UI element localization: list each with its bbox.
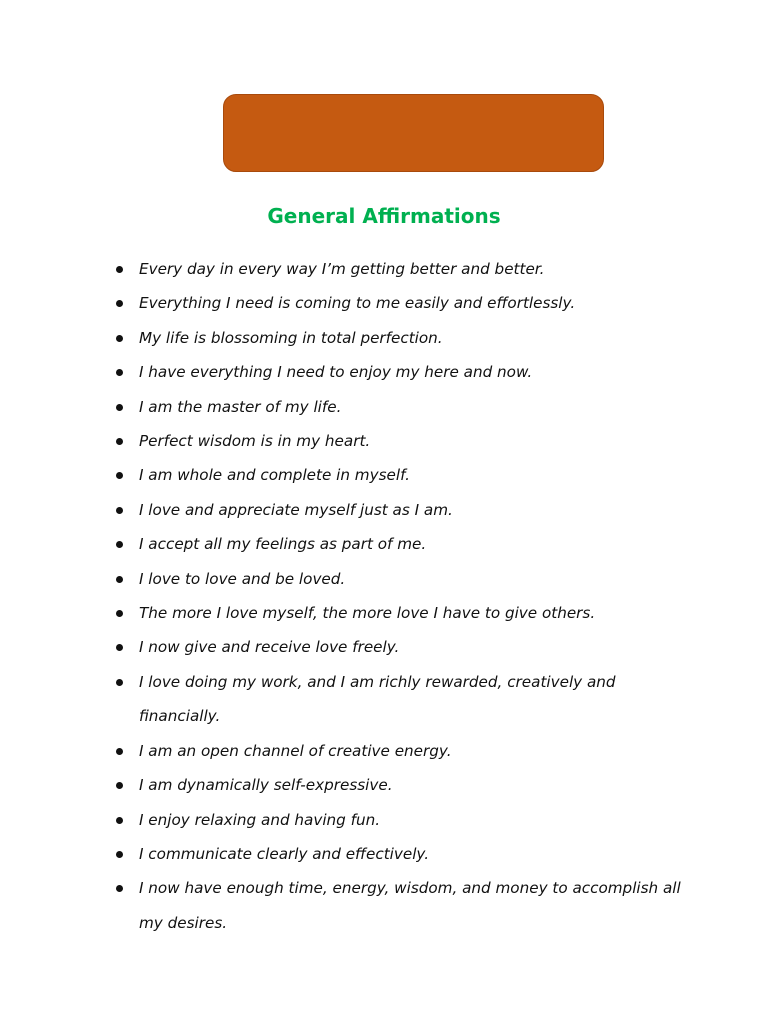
bullet-icon [116,404,123,411]
bullet-icon [116,851,123,858]
list-item [0,630,699,664]
affirmation-text: I am the master of my life. [139,397,342,416]
list-item [0,562,699,596]
affirmation-text: I now have enough time, energy, wisdom, and money to accomplish all my desires. [139,879,681,932]
affirmation-text: I am dynamically self-expressive. [139,776,393,795]
bullet-icon [116,472,123,479]
bullet-icon [116,576,123,583]
list-item [0,458,699,492]
list-item [0,837,699,871]
affirmation-text: My life is blossoming in total perfection. [139,328,443,347]
bullet-icon [116,679,123,686]
affirmations-list [0,252,768,940]
affirmation-text: Perfect wisdom is in my heart. [139,432,371,451]
bullet-icon [116,266,123,273]
list-item [0,321,699,355]
list-item [0,665,699,734]
list-item [0,252,699,286]
affirmation-text: The more I love myself, the more love I have to give others. [139,604,596,623]
list-item [0,768,699,802]
list-item [0,493,699,527]
header-banner [223,94,604,172]
affirmation-text: I enjoy relaxing and having fun. [139,810,381,829]
list-item [0,803,699,837]
affirmation-text: Every day in every way I’m getting better and better. [139,260,545,278]
list-item [0,596,699,630]
bullet-icon [116,748,123,755]
affirmation-text: Everything I need is coming to me easily and effortlessly. [139,294,576,313]
affirmation-text: I love doing my work, and I am richly rewarded, creatively and financially. [139,672,616,726]
bullet-icon [116,782,123,789]
list-item [0,286,699,320]
list-item [0,355,699,389]
affirmation-text: I am an open channel of creative energy. [139,741,452,760]
bullet-icon [116,610,123,617]
affirmation-text: I now give and receive love freely. [139,638,400,657]
affirmation-text: I love and appreciate myself just as I am. [139,500,453,519]
bullet-icon [116,817,123,824]
list-item [0,424,699,458]
list-item [0,871,699,940]
affirmation-text: I have everything I need to enjoy my here and now. [139,363,533,382]
list-item [0,527,699,561]
affirmation-text: I am whole and complete in myself. [139,466,410,485]
bullet-icon [116,369,123,376]
affirmation-text: I love to love and be loved. [139,569,346,588]
bullet-icon [116,507,123,514]
affirmation-text: I accept all my feelings as part of me. [139,535,427,554]
bullet-icon [116,541,123,548]
list-item [0,734,699,768]
bullet-icon [116,644,123,651]
page-title: General Affirmations [267,204,501,228]
bullet-icon [116,438,123,445]
bullet-icon [116,335,123,342]
affirmation-text: I communicate clearly and effectively. [139,844,430,863]
bullet-icon [116,300,123,307]
list-item [0,390,699,424]
bullet-icon [116,885,123,892]
